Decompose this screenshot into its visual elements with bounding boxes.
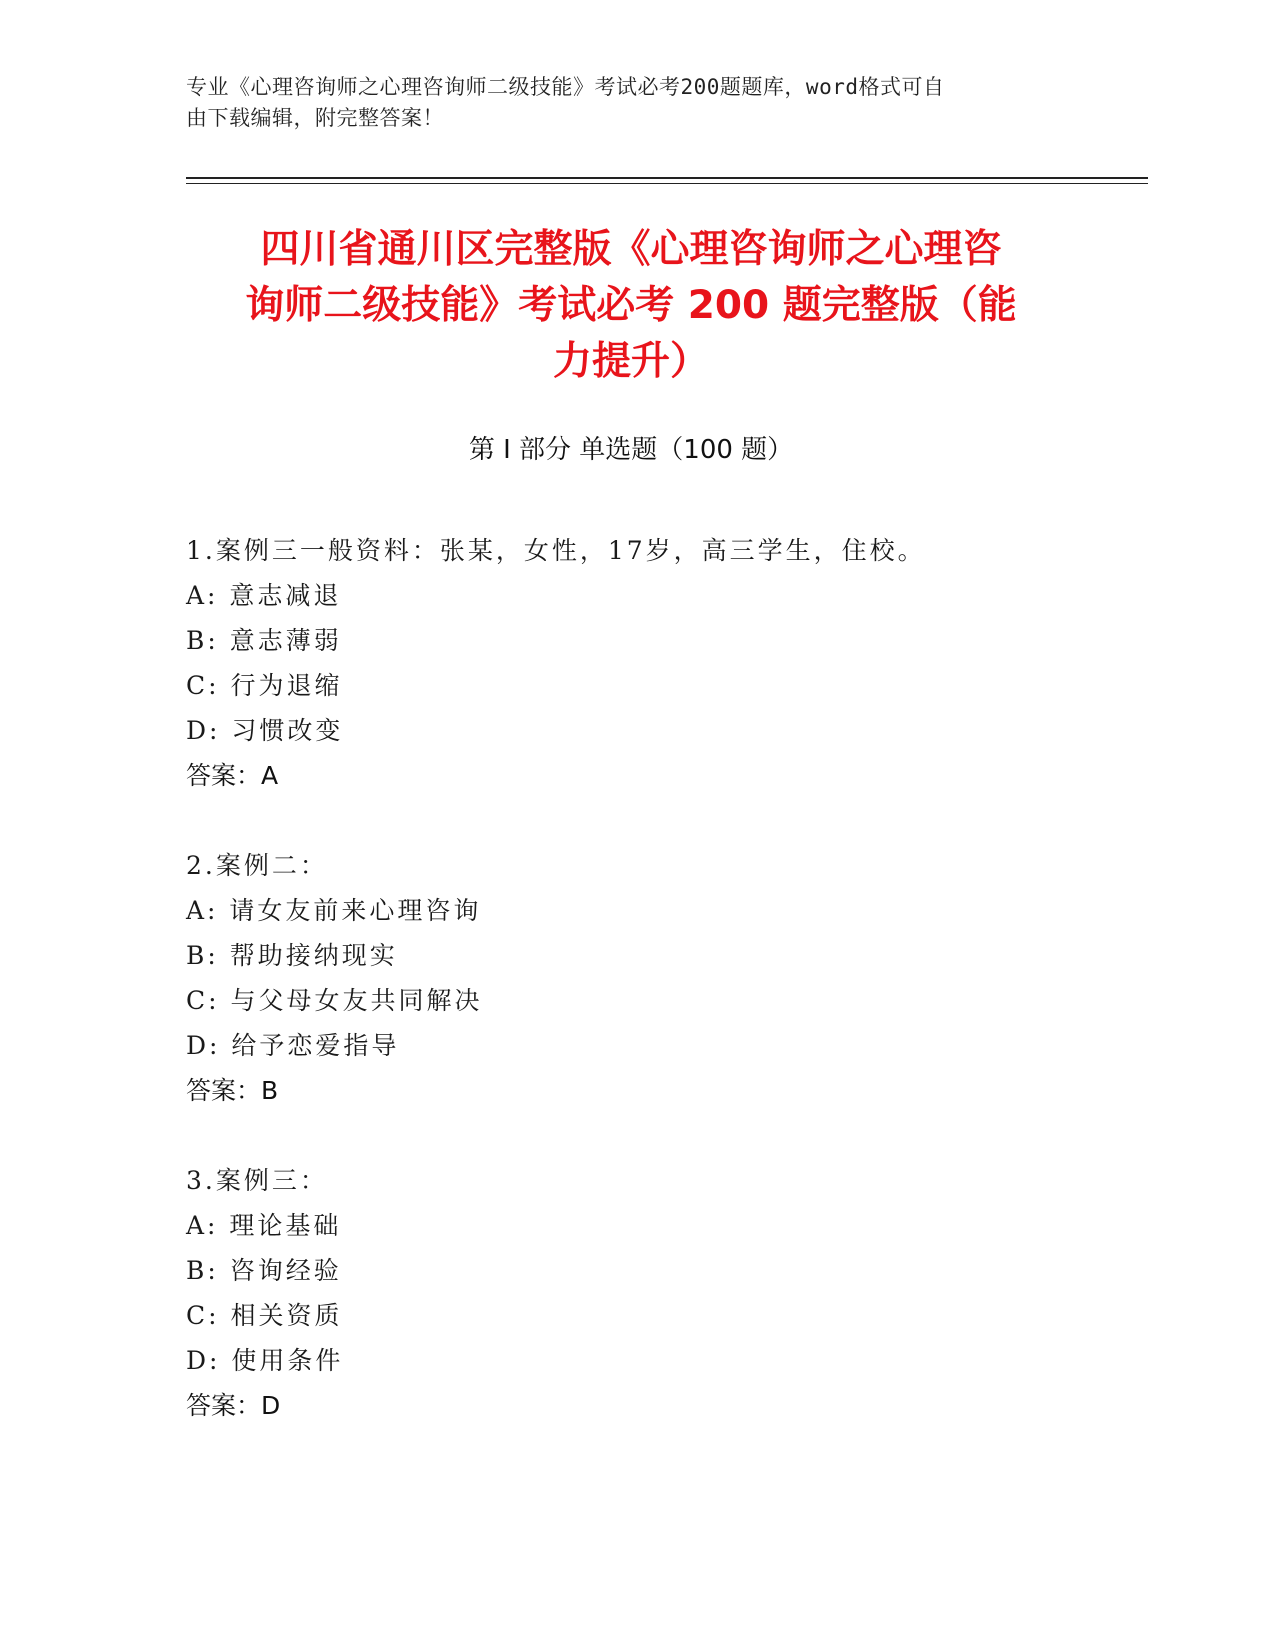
answer: 答案：D <box>186 1391 281 1420</box>
header-note-line-2: 由下载编辑，附完整答案！ <box>186 106 444 130</box>
option-d: D: 使用条件 <box>186 1346 344 1375</box>
document-title <box>186 222 1076 390</box>
question-list <box>186 528 1086 1473</box>
option-a: A: 理论基础 <box>186 1211 342 1240</box>
question-stem: 2.案例二： <box>186 851 328 880</box>
option-d: D: 习惯改变 <box>186 716 344 745</box>
option-a: A: 请女友前来心理咨询 <box>186 896 482 925</box>
question-1 <box>186 528 1086 798</box>
header-rule-thin <box>186 183 1148 184</box>
header-note-line-1: 专业《心理咨询师之心理咨询师二级技能》考试必考200题题库，word格式可自 <box>186 75 945 99</box>
document-title-line-3: 力提升） <box>552 339 709 384</box>
question-stem: 3.案例三： <box>186 1166 328 1195</box>
option-c: C: 行为退缩 <box>186 671 343 700</box>
option-c: C: 与父母女友共同解决 <box>186 986 483 1015</box>
document-page <box>186 0 1148 1650</box>
option-a: A: 意志减退 <box>186 581 342 610</box>
option-d: D: 给予恋爱指导 <box>186 1031 400 1060</box>
option-b: B: 帮助接纳现实 <box>186 941 398 970</box>
question-2 <box>186 843 1086 1113</box>
question-3 <box>186 1158 1086 1428</box>
answer: 答案：B <box>186 1076 279 1105</box>
header-rule-thick <box>186 177 1148 179</box>
header-note <box>186 72 1066 134</box>
document-title-line-2: 询师二级技能》考试必考 200 题完整版（能 <box>245 283 1017 328</box>
option-c: C: 相关资质 <box>186 1301 343 1330</box>
answer: 答案：A <box>186 761 279 790</box>
option-b: B: 意志薄弱 <box>186 626 342 655</box>
question-stem: 1.案例三一般资料：张某，女性，17岁，高三学生，住校。 <box>186 536 926 565</box>
option-b: B: 咨询经验 <box>186 1256 342 1285</box>
section-title: 第 I 部分 单选题（100 题） <box>468 435 794 465</box>
document-title-line-1: 四川省通川区完整版《心理咨询师之心理咨 <box>260 227 1002 272</box>
